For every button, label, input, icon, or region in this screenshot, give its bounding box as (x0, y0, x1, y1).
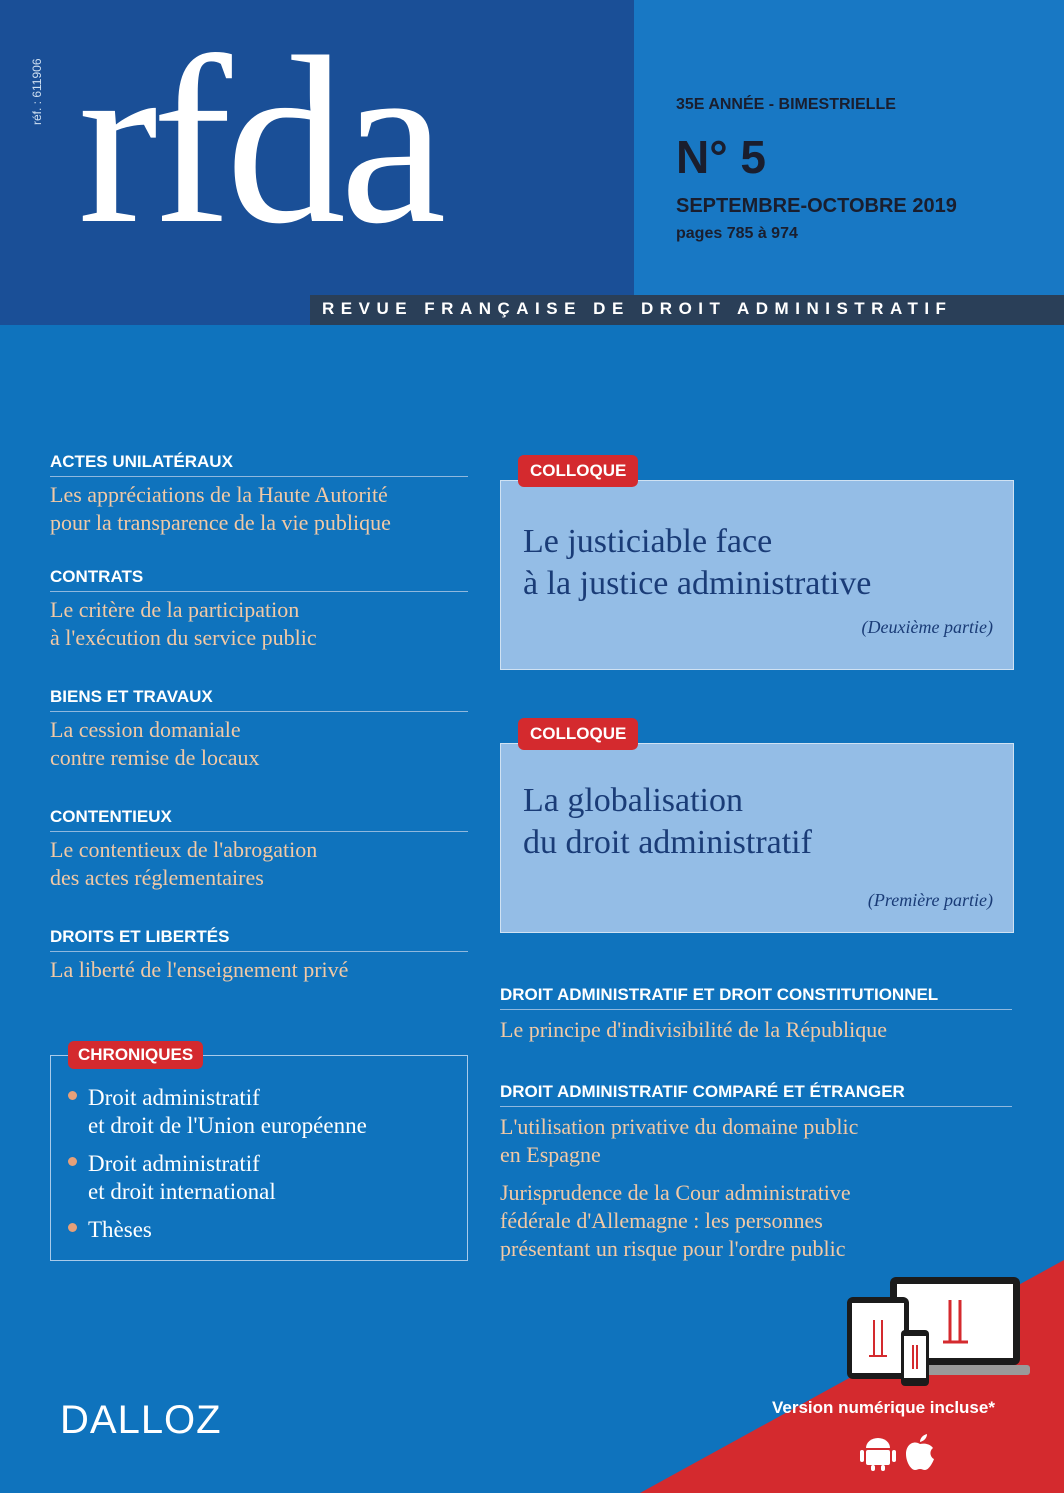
article-title[interactable]: La liberté de l'enseignement privé (50, 957, 349, 982)
issue-year: 35E ANNÉE - BIMESTRIELLE (676, 96, 896, 113)
chroniques-item[interactable]: Droit administratif et droit de l'Union européenne (66, 1084, 461, 1140)
chroniques-item[interactable]: Droit administratif et droit international (66, 1150, 461, 1206)
apple-icon[interactable] (906, 1434, 934, 1470)
logo-block (0, 0, 634, 325)
colloque-tag: COLLOQUE (518, 455, 638, 487)
devices-icon (845, 1275, 1030, 1390)
publisher-logo: DALLOZ (60, 1398, 222, 1442)
section-heading: CONTENTIEUX (50, 807, 468, 832)
colloque-part: (Première partie) (867, 890, 993, 910)
magazine-subtitle: REVUE FRANÇAISE DE DROIT ADMINISTRATIF (322, 299, 953, 318)
chroniques-item[interactable]: Thèses (66, 1216, 461, 1244)
section-heading: DROIT ADMINISTRATIF ET DROIT CONSTITUTIONNEL (500, 985, 1012, 1010)
chroniques-tag: CHRONIQUES (68, 1041, 203, 1069)
section-heading: BIENS ET TRAVAUX (50, 687, 468, 712)
section-heading: DROITS ET LIBERTÉS (50, 927, 468, 952)
reference-code: réf. : 611906 (30, 58, 44, 125)
digital-version-label: Version numérique incluse* (772, 1398, 995, 1417)
article-title[interactable]: Le critère de la participation à l'exécution du service public (50, 597, 317, 650)
issue-info (634, 0, 1064, 295)
section-contentieux (50, 807, 468, 892)
article-title[interactable]: L'utilisation privative du domaine public en Espagne (500, 1114, 859, 1167)
article-title[interactable]: La cession domaniale contre remise de locaux (50, 717, 260, 770)
section-heading: DROIT ADMINISTRATIF COMPARÉ ET ÉTRANGER (500, 1082, 1012, 1107)
article-title[interactable]: Les appréciations de la Haute Autorité pour la transparence de la vie publique (50, 482, 391, 535)
store-icons (860, 1432, 940, 1472)
section-droit-constitutionnel (500, 985, 1012, 1044)
section-biens-et-travaux (50, 687, 468, 772)
colloque-box-2[interactable] (500, 743, 1014, 933)
article-title[interactable]: Le principe d'indivisibilité de la République (500, 1017, 888, 1042)
colloque-part: (Deuxième partie) (861, 617, 993, 637)
section-droits-et-libertes (50, 927, 468, 984)
issue-date: SEPTEMBRE-OCTOBRE 2019 (676, 195, 957, 217)
section-heading: CONTRATS (50, 567, 468, 592)
subtitle-band (310, 295, 1064, 325)
colloque-title: Le justiciable face à la justice administrative (523, 523, 872, 602)
chroniques-list (66, 1084, 461, 1254)
article-title[interactable]: Jurisprudence de la Cour administrative fédérale d'Allemagne : les personnes présentant un risque pour l'ordre public (500, 1180, 851, 1261)
android-icon[interactable] (860, 1438, 896, 1471)
colloque-box-1[interactable] (500, 480, 1014, 670)
section-droit-compare (500, 1082, 1012, 1263)
section-heading: ACTES UNILATÉRAUX (50, 452, 468, 477)
colloque-title: La globalisation du droit administratif (523, 782, 812, 861)
article-title[interactable]: Le contentieux de l'abrogation des actes réglementaires (50, 837, 318, 890)
magazine-logo: rfda (78, 7, 441, 273)
section-actes-unilateraux (50, 452, 468, 537)
section-contrats (50, 567, 468, 652)
issue-number: N° 5 (676, 131, 766, 183)
colloque-tag: COLLOQUE (518, 718, 638, 750)
issue-pages: pages 785 à 974 (676, 225, 798, 242)
